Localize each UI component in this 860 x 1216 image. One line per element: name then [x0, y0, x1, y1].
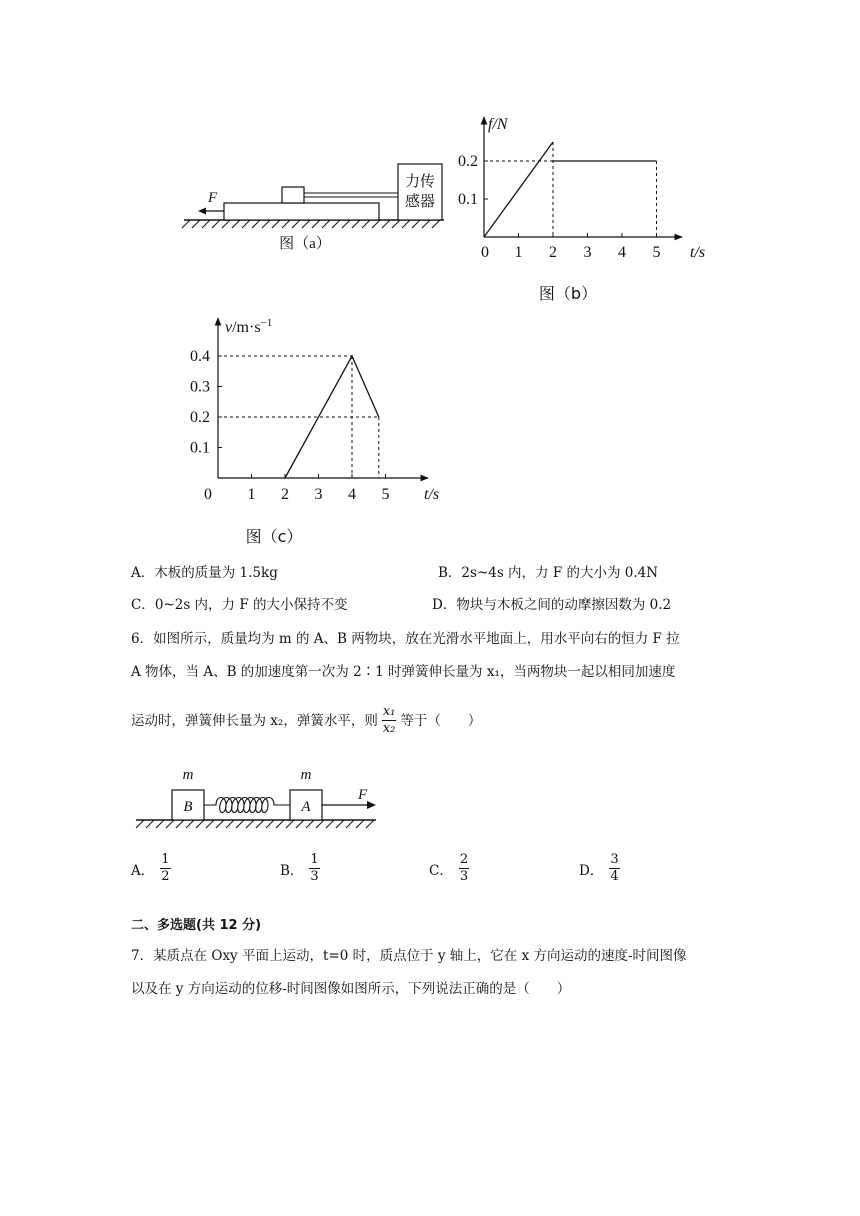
q6-option-d — [579, 852, 620, 885]
b-y-tick-label: 0.2 — [458, 153, 478, 170]
fraction-numerator: 1 — [310, 852, 319, 867]
fraction-numerator: 3 — [610, 852, 619, 867]
spring — [204, 798, 290, 813]
c-ylabel-sup: −1 — [260, 317, 273, 329]
force-sensor — [398, 164, 442, 220]
ground-hatch — [182, 220, 440, 228]
c-x-tick-label: 4 — [348, 486, 356, 503]
q6-line3-pre: 运动时，弹簧伸长量为 x₂，弹簧水平，则 — [131, 712, 378, 729]
fraction-denominator: 3 — [459, 869, 469, 884]
b-x-tick-label: 2 — [549, 244, 557, 261]
b-x-tick-label: 5 — [652, 244, 661, 261]
q6-force-label: F — [358, 787, 368, 803]
c-caption: 图（c） — [245, 527, 303, 546]
q6-option-fraction — [160, 852, 170, 885]
b-y-tick-label: 0.1 — [458, 191, 478, 208]
block — [282, 187, 304, 203]
c-x-tick-label: 2 — [281, 486, 289, 503]
q6-ratio-num: x₁ — [382, 704, 396, 719]
c-x-tick-label: 5 — [381, 486, 390, 503]
fraction-numerator: 2 — [459, 852, 469, 867]
sensor-label-1: 力传 — [404, 174, 436, 190]
figure-c — [180, 310, 470, 550]
force-label: F — [208, 190, 218, 206]
plank — [224, 203, 379, 220]
q5-option-b: B．2s~4s 内，力 F 的大小为 0.4N — [438, 565, 659, 581]
block-a-label: A — [301, 799, 311, 815]
b-ylabel: f/N — [488, 116, 508, 133]
q6-option-label: B． — [280, 862, 304, 879]
mass-b-label: m — [182, 767, 194, 783]
c-origin: 0 — [204, 486, 212, 503]
b-xlabel: t/s — [690, 244, 706, 261]
q6-line3 — [131, 704, 481, 737]
q6-option-fraction — [309, 852, 319, 885]
q6-option-label: C． — [429, 862, 453, 879]
section-2-title: 二、多选题(共 12 分) — [131, 918, 262, 933]
mass-a-label: m — [300, 767, 312, 783]
q6-option-a — [131, 852, 171, 885]
q6-line3-post: 等于（ ） — [400, 712, 482, 729]
c-x-tick-label: 3 — [314, 486, 323, 503]
b-x-tick-label: 1 — [514, 244, 523, 261]
c-xlabel: t/s — [424, 486, 440, 503]
fraction-denominator: 2 — [161, 869, 170, 884]
q6-option-fraction — [459, 852, 469, 885]
q6-line2: A 物体，当 A、B 的加速度第一次为 2∶1 时弹簧伸长量为 x₁，当两物块一起以相同加速度 — [131, 664, 676, 680]
block-b-label: B — [183, 799, 193, 815]
q6-option-b — [280, 852, 320, 885]
figure-a-caption: 图（a） — [279, 236, 331, 252]
q6-option-fraction — [609, 852, 619, 885]
c-y-tick-label: 0.1 — [190, 439, 210, 457]
c-y-tick-label: 0.3 — [190, 378, 210, 396]
q6-option-c — [429, 852, 469, 885]
figure-a — [180, 150, 450, 260]
q6-figure — [130, 762, 380, 834]
q5-option-d: D．物块与木板之间的动摩擦因数为 0.2 — [432, 597, 672, 613]
q7-line2: 以及在 y 方向运动的位移-时间图像如图所示，下列说法正确的是（ ） — [131, 981, 571, 997]
c-y-tick-label: 0.2 — [190, 409, 210, 426]
fraction-denominator: 4 — [610, 869, 619, 884]
sensor-label-2: 感器 — [404, 194, 436, 210]
q6-line1: 6．如图所示，质量均为 m 的 A、B 两物块，放在光滑水平地面上，用水平向右的恒力 F 拉 — [131, 631, 680, 647]
b-series-ramp — [484, 142, 553, 237]
q6-option-label: D． — [579, 862, 604, 879]
b-x-tick-label: 4 — [618, 244, 626, 261]
q5-option-c: C．0~2s 内，力 F 的大小保持不变 — [131, 597, 348, 613]
q6-ratio-den: x₂ — [382, 721, 396, 736]
b-x-tick-label: 3 — [583, 244, 592, 261]
c-x-tick-label: 1 — [247, 486, 256, 503]
b-origin: 0 — [481, 244, 489, 261]
figure-b — [450, 105, 730, 305]
fraction-denominator: 3 — [310, 869, 319, 884]
fraction-numerator: 1 — [161, 852, 170, 867]
q7-line1: 7．某质点在 Oxy 平面上运动，t=0 时，质点位于 y 轴上，它在 x 方向运动的速度-时间图像 — [131, 948, 687, 964]
c-y-tick-label: 0.4 — [190, 348, 210, 365]
c-ylabel: $v/m\cdot s^{-1}$ — [225, 317, 273, 336]
q6-ratio-fraction — [382, 704, 397, 737]
b-caption: 图（b） — [538, 284, 598, 303]
q6-option-label: A． — [131, 862, 155, 879]
q5-option-a: A．木板的质量为 1.5kg — [131, 565, 278, 581]
